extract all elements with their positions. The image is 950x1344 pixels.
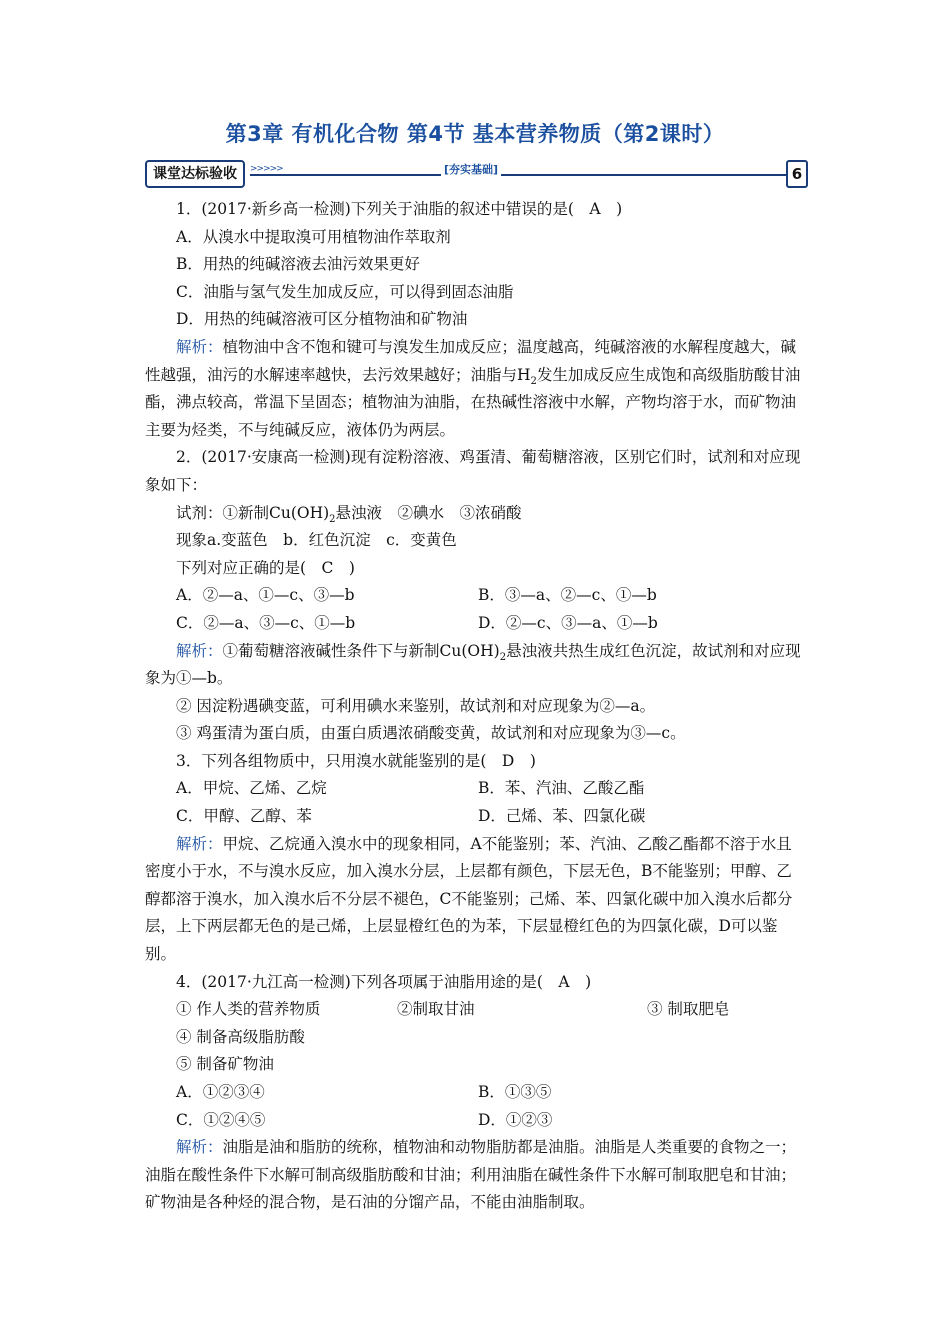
analysis-label: 解析：	[176, 641, 223, 660]
question-4-analysis: 解析：油脂是油和脂肪的统称，植物油和动物脂肪都是油脂。油脂是人类重要的食物之一；油脂在酸性条件下水解可制高级脂肪酸和甘油；利用油脂在碱性条件下水解可制取肥皂和甘油；矿物油是各种烃的混合物，是石油的分馏产品，不能由油脂制取。	[145, 1138, 797, 1212]
question-2-option-b: B．③—a、②—c、①—b	[478, 586, 657, 605]
page-title: 第3章 有机化合物 第4节 基本营养物质（第2课时）	[225, 122, 725, 146]
section-arrows: >>>>>	[250, 164, 283, 174]
question-4-item-1: ① 作人类的营养物质	[176, 1000, 321, 1019]
exercise-content	[145, 196, 807, 1217]
question-4-option-d: D．①②③	[478, 1110, 553, 1129]
question-2-reagents: 试剂：①新制$Cu(OH)_2$悬浊液 ②碘水 ③浓硝酸	[176, 503, 522, 525]
question-3-option-a: A．甲烷、乙烯、乙烷	[176, 779, 327, 798]
question-4-option-a: A．①②③④	[176, 1083, 265, 1101]
question-3-options-row-2	[145, 803, 807, 831]
analysis-label: 解析：	[176, 834, 223, 853]
question-4-options-row-2	[145, 1107, 807, 1135]
question-2-stem: 2．(2017·安康高一检测)现有淀粉溶液、鸡蛋清、葡萄糖溶液，区别它们时，试剂和对应现象如下：	[145, 448, 801, 494]
question-3-option-c: C．甲醇、乙醇、苯	[176, 807, 312, 826]
section-divider	[250, 174, 788, 176]
section-number: 6	[786, 160, 808, 188]
question-2-analysis-3: ③ 鸡蛋清为蛋白质，由蛋白质遇浓硝酸变黄，故试剂和对应现象为③—c。	[176, 724, 686, 743]
question-4-item-4: ④ 制备高级脂肪酸	[176, 1027, 305, 1046]
question-1-option-b: B．用热的纯碱溶液去油污效果更好	[176, 255, 420, 274]
question-3-analysis: 解析：甲烷、乙烷通入溴水中的现象相同，A不能鉴别；苯、汽油、乙酸乙酯都不溶于水且密度小于水，不与溴水反应，加入溴水分层，上层都有颜色，下层无色，B不能鉴别；甲醇、乙醇都溶于溴水，加入溴水后不分层不褪色，C不能鉴别；己烯、苯、四氯化碳中加入溴水后都分层，上下两层都无色的是己烯，上层显橙红色的为苯，下层显橙红色的为四氯化碳，D可以鉴别。	[145, 834, 793, 964]
question-1-option-d: D．用热的纯碱溶液可区分植物油和矿物油	[176, 310, 468, 329]
question-2-analysis-2: ② 因淀粉遇碘变蓝，可利用碘水来鉴别，故试剂和对应现象为②—a。	[176, 696, 656, 715]
question-2-options-row-1	[145, 582, 807, 610]
question-2-options-row-2	[145, 610, 807, 638]
question-3-option-d: D．己烯、苯、四氯化碳	[478, 807, 646, 826]
question-4-option-b: B．①③⑤	[478, 1083, 552, 1101]
question-1-option-a: A．从溴水中提取溴可用植物油作萃取剂	[176, 227, 451, 246]
section-label: 课堂达标验收	[145, 160, 245, 188]
question-3-stem: 3．下列各组物质中，只用溴水就能鉴别的是( D )	[176, 751, 536, 770]
section-tag: [夯实基础]	[441, 163, 501, 177]
question-2-question: 下列对应正确的是( C )	[176, 558, 355, 577]
analysis-label: 解析：	[176, 1138, 223, 1157]
question-4-options-row-1	[145, 1079, 807, 1107]
question-3-options-row-1	[145, 775, 807, 803]
question-4-item-2: ②制取甘油	[397, 1000, 475, 1019]
question-2-phenomena: 现象a.变蓝色 b．红色沉淀 c．变黄色	[176, 531, 457, 550]
section-header	[145, 158, 810, 188]
analysis-label: 解析：	[176, 337, 223, 356]
question-4-item-5: ⑤ 制备矿物油	[176, 1055, 274, 1074]
question-4-option-c: C．①②④⑤	[176, 1110, 266, 1129]
question-3-option-b: B．苯、汽油、乙酸乙酯	[478, 779, 645, 798]
question-4-item-3: ③ 制取肥皂	[647, 1000, 730, 1019]
question-1-option-c: C．油脂与氢气发生加成反应，可以得到固态油脂	[176, 282, 514, 301]
question-2-option-a: A．②—a、①—c、③—b	[176, 586, 355, 605]
question-1-analysis: 解析：植物油中含不饱和键可与溴发生加成反应；温度越高，纯碱溶液的水解程度越大，碱性越强，油污的水解速率越快，去污效果越好；油脂与$H_2$发生加成反应生成饱和高级脂肪酸甘油酯，沸点较高，常温下呈固态；植物油为油脂，在热碱性溶液中水解，产物均溶于水，而矿物油主要为烃类，不与纯碱反应，液体仍为两层。	[145, 337, 801, 439]
question-2-option-d: D．②—c、③—a、①—b	[478, 613, 658, 632]
question-2-option-c: C．②—a、③—c、①—b	[176, 613, 356, 632]
question-4-stem: 4．(2017·九江高一检测)下列各项属于油脂用途的是( A )	[176, 972, 592, 991]
question-1-stem: 1．(2017·新乡高一检测)下列关于油脂的叙述中错误的是( A )	[176, 200, 623, 218]
question-4-items-row-1	[145, 996, 807, 1024]
question-2-analysis-1: 解析：①葡萄糖溶液碱性条件下与新制$Cu(OH)_2$悬浊液共热生成红色沉淀，故试剂和对应现象为①—b。	[145, 641, 801, 688]
